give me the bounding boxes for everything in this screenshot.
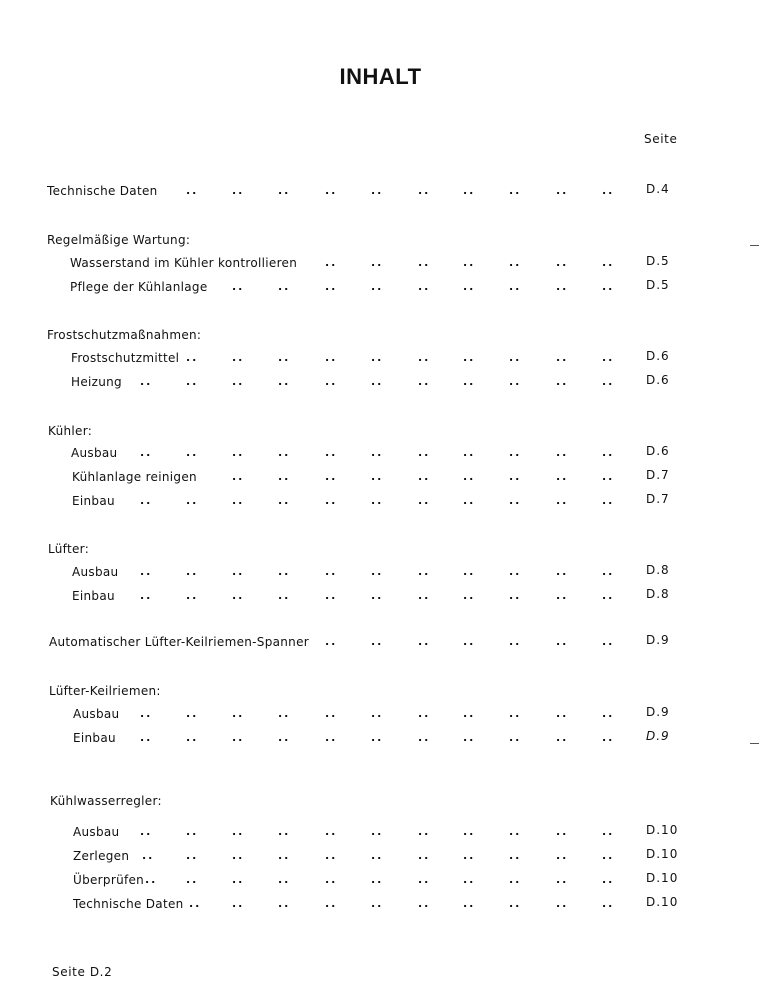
leader-dot-pair: ..: [556, 280, 569, 293]
section-heading-kuehler: Kühler:: [48, 424, 93, 438]
leader-dot-pair: ..: [232, 589, 245, 602]
leader-dot-pair: ..: [371, 351, 384, 364]
toc-row-wasserstand[interactable]: [0, 256, 761, 272]
leader-dot-pair: ..: [418, 635, 431, 648]
leader-dot-pair: ..: [232, 731, 245, 744]
toc-row-regler-ueberpruefen[interactable]: [0, 873, 761, 889]
leader-dot-pair: ..: [418, 256, 431, 269]
leader-dot-pair: ..: [602, 873, 615, 886]
leader-dot-pair: ..: [278, 589, 291, 602]
leader-dot-pair: ..: [509, 446, 522, 459]
leader-dot-pair: ..: [232, 707, 245, 720]
toc-page-number: D.10: [646, 847, 679, 861]
leader-dot-pair: ..: [509, 256, 522, 269]
page-column-header: Seite: [644, 132, 678, 146]
leader-dot-pair: ..: [325, 375, 338, 388]
leader-dot-pair: ..: [463, 184, 476, 197]
scan-mark: [750, 743, 759, 744]
scan-mark: [750, 245, 759, 246]
leader-dot-pair: ..: [463, 825, 476, 838]
leader-dot-pair: ..: [509, 494, 522, 507]
leader-dot-pair: ..: [325, 897, 338, 910]
leader-dot-pair: ..: [463, 731, 476, 744]
leader-dot-pair: ..: [556, 184, 569, 197]
leader-dot-pair: ..: [232, 849, 245, 862]
leader-dot-pair: ..: [556, 849, 569, 862]
toc-row-luefter-einbau[interactable]: [0, 589, 761, 605]
toc-entry-label: Frostschutzmittel: [71, 351, 180, 365]
leader-dot-pair: ..: [556, 897, 569, 910]
toc-entry-label: Wasserstand im Kühler kontrollieren: [70, 256, 298, 270]
leader-dot-pair: ..: [556, 470, 569, 483]
leader-dot-pair: ..: [509, 825, 522, 838]
leader-dot-pair: ..: [556, 731, 569, 744]
toc-row-regler-zerlegen[interactable]: [0, 849, 761, 865]
leader-dot-pair: ..: [325, 825, 338, 838]
leader-dot-pair: ..: [232, 825, 245, 838]
leader-dot-pair: ..: [556, 565, 569, 578]
leader-dot-pair: ..: [278, 375, 291, 388]
leader-dot-pair: ..: [602, 351, 615, 364]
leader-dot-pair: ..: [232, 184, 245, 197]
leader-dot-pair: ..: [232, 494, 245, 507]
leader-dot-pair: ..: [418, 589, 431, 602]
leader-dot-pair: ..: [418, 470, 431, 483]
leader-dot-pair: ..: [325, 470, 338, 483]
leader-dot-pair: ..: [325, 707, 338, 720]
toc-row-keilriemen-ausbau[interactable]: [0, 707, 761, 723]
leader-dot-pair: ..: [602, 589, 615, 602]
leader-dot-pair: ..: [278, 184, 291, 197]
leader-dot-pair: ..: [463, 897, 476, 910]
leader-dot-pair: ..: [278, 446, 291, 459]
leader-dot-pair: ..: [371, 731, 384, 744]
leader-dot-pair: ..: [371, 256, 384, 269]
toc-page-number: D.10: [646, 895, 679, 909]
leader-dot-pair: ..: [602, 470, 615, 483]
leader-dot-pair: ..: [602, 707, 615, 720]
leader-dot-pair: ..: [186, 589, 199, 602]
toc-row-technische-daten[interactable]: [0, 184, 761, 200]
leader-dot-pair: ..: [232, 446, 245, 459]
leader-dot-pair: ..: [145, 873, 158, 886]
leader-dot-pair: ..: [463, 849, 476, 862]
leader-dot-pair: ..: [463, 256, 476, 269]
toc-page-number: D.8: [646, 563, 670, 577]
leader-dot-pair: ..: [602, 825, 615, 838]
leader-dot-pair: ..: [278, 849, 291, 862]
leader-dot-pair: ..: [371, 635, 384, 648]
leader-dot-pair: ..: [278, 280, 291, 293]
leader-dot-pair: ..: [463, 635, 476, 648]
leader-dot-pair: ..: [186, 565, 199, 578]
section-heading-luefter: Lüfter:: [48, 542, 90, 556]
toc-entry-label: Ausbau: [72, 565, 119, 579]
leader-dot-pair: ..: [418, 494, 431, 507]
leader-dot-pair: ..: [556, 351, 569, 364]
leader-dot-pair: ..: [509, 184, 522, 197]
leader-dot-pair: ..: [371, 707, 384, 720]
leader-dot-pair: ..: [186, 731, 199, 744]
leader-dot-pair: ..: [278, 707, 291, 720]
toc-row-heizung[interactable]: [0, 375, 761, 391]
toc-row-regler-technische-daten[interactable]: [0, 897, 761, 913]
leader-dot-pair: ..: [418, 873, 431, 886]
leader-dot-pair: ..: [509, 897, 522, 910]
leader-dot-pair: ..: [602, 849, 615, 862]
leader-dot-pair: ..: [371, 565, 384, 578]
leader-dot-pair: ..: [278, 565, 291, 578]
leader-dot-pair: ..: [463, 589, 476, 602]
leader-dot-pair: ..: [463, 446, 476, 459]
leader-dot-pair: ..: [463, 873, 476, 886]
toc-entry-label: Ausbau: [73, 825, 120, 839]
leader-dot-pair: ..: [602, 256, 615, 269]
toc-entry-label: Einbau: [73, 731, 116, 745]
leader-dot-pair: ..: [509, 280, 522, 293]
toc-row-kuehlanlage-reinigen[interactable]: [0, 470, 761, 486]
section-heading-keilriemen: Lüfter-Keilriemen:: [49, 684, 161, 698]
leader-dot-pair: ..: [463, 470, 476, 483]
toc-entry-label: Überprüfen: [73, 873, 145, 887]
leader-dot-pair: ..: [556, 256, 569, 269]
toc-row-keilriemen-einbau[interactable]: [0, 731, 761, 747]
toc-entry-label: Pflege der Kühlanlage: [70, 280, 208, 294]
leader-dot-pair: ..: [189, 897, 202, 910]
leader-dot-pair: ..: [371, 589, 384, 602]
toc-page-number: D.6: [646, 444, 670, 458]
leader-dot-pair: ..: [556, 825, 569, 838]
toc-page-number: D.5: [646, 254, 670, 268]
leader-dot-pair: ..: [509, 565, 522, 578]
section-heading-frostschutz: Frostschutzmaßnahmen:: [47, 328, 202, 342]
toc-row-kuehler-ausbau[interactable]: [0, 446, 761, 462]
leader-dot-pair: ..: [186, 375, 199, 388]
leader-dot-pair: ..: [418, 446, 431, 459]
leader-dot-pair: ..: [232, 375, 245, 388]
leader-dot-pair: ..: [325, 256, 338, 269]
leader-dot-pair: ..: [140, 589, 153, 602]
leader-dot-pair: ..: [602, 375, 615, 388]
leader-dot-pair: ..: [186, 707, 199, 720]
toc-entry-label: Zerlegen: [73, 849, 130, 863]
leader-dot-pair: ..: [556, 707, 569, 720]
leader-dot-pair: ..: [278, 873, 291, 886]
leader-dot-pair: ..: [232, 351, 245, 364]
toc-entry-label: Einbau: [72, 589, 115, 603]
leader-dot-pair: ..: [463, 565, 476, 578]
leader-dot-pair: ..: [142, 849, 155, 862]
leader-dot-pair: ..: [232, 280, 245, 293]
toc-row-keilriemen-spanner[interactable]: [0, 635, 761, 651]
leader-dot-pair: ..: [232, 873, 245, 886]
leader-dot-pair: ..: [186, 494, 199, 507]
leader-dot-pair: ..: [140, 494, 153, 507]
leader-dot-pair: ..: [186, 184, 199, 197]
leader-dot-pair: ..: [278, 494, 291, 507]
toc-page-number: D.9: [646, 633, 670, 647]
leader-dot-pair: ..: [325, 589, 338, 602]
leader-dot-pair: ..: [463, 280, 476, 293]
leader-dot-pair: ..: [418, 280, 431, 293]
toc-page-number: D.7: [646, 492, 670, 506]
toc-page-number: D.8: [646, 587, 670, 601]
leader-dot-pair: ..: [278, 731, 291, 744]
leader-dot-pair: ..: [140, 446, 153, 459]
toc-page-number: D.10: [646, 871, 679, 885]
section-heading-kuehlwasserregler: Kühlwasserregler:: [50, 794, 162, 808]
leader-dot-pair: ..: [325, 565, 338, 578]
toc-entry-label: Automatischer Lüfter-Keilriemen-Spanner: [49, 635, 310, 649]
toc-row-pflege[interactable]: [0, 280, 761, 296]
leader-dot-pair: ..: [463, 494, 476, 507]
leader-dot-pair: ..: [232, 897, 245, 910]
toc-page-number: D.6: [646, 349, 670, 363]
leader-dot-pair: ..: [371, 825, 384, 838]
leader-dot-pair: ..: [371, 897, 384, 910]
leader-dot-pair: ..: [186, 825, 199, 838]
leader-dot-pair: ..: [232, 470, 245, 483]
leader-dot-pair: ..: [371, 280, 384, 293]
leader-dot-pair: ..: [509, 375, 522, 388]
toc-entry-label: Technische Daten: [47, 184, 158, 198]
leader-dot-pair: ..: [509, 470, 522, 483]
toc-row-luefter-ausbau[interactable]: [0, 565, 761, 581]
leader-dot-pair: ..: [278, 470, 291, 483]
leader-dot-pair: ..: [325, 635, 338, 648]
leader-dot-pair: ..: [556, 589, 569, 602]
toc-entry-label: Heizung: [71, 375, 122, 389]
toc-page-number: D.9: [646, 729, 670, 743]
toc-entry-label: Technische Daten: [73, 897, 184, 911]
toc-row-kuehler-einbau[interactable]: [0, 494, 761, 510]
leader-dot-pair: ..: [371, 494, 384, 507]
leader-dot-pair: ..: [418, 351, 431, 364]
section-heading-wartung: Regelmäßige Wartung:: [47, 233, 191, 247]
leader-dot-pair: ..: [602, 897, 615, 910]
leader-dot-pair: ..: [556, 494, 569, 507]
leader-dot-pair: ..: [371, 849, 384, 862]
leader-dot-pair: ..: [418, 707, 431, 720]
leader-dot-pair: ..: [325, 873, 338, 886]
leader-dot-pair: ..: [418, 565, 431, 578]
leader-dot-pair: ..: [140, 565, 153, 578]
leader-dot-pair: ..: [140, 731, 153, 744]
leader-dot-pair: ..: [325, 351, 338, 364]
toc-entry-label: Einbau: [72, 494, 115, 508]
leader-dot-pair: ..: [325, 446, 338, 459]
leader-dot-pair: ..: [602, 565, 615, 578]
leader-dot-pair: ..: [602, 635, 615, 648]
toc-page-number: D.5: [646, 278, 670, 292]
leader-dot-pair: ..: [602, 494, 615, 507]
leader-dot-pair: ..: [418, 849, 431, 862]
leader-dot-pair: ..: [418, 731, 431, 744]
leader-dot-pair: ..: [509, 635, 522, 648]
leader-dot-pair: ..: [278, 825, 291, 838]
leader-dot-pair: ..: [186, 351, 199, 364]
leader-dot-pair: ..: [140, 375, 153, 388]
leader-dot-pair: ..: [186, 446, 199, 459]
toc-page-number: D.7: [646, 468, 670, 482]
leader-dot-pair: ..: [371, 375, 384, 388]
leader-dot-pair: ..: [556, 635, 569, 648]
leader-dot-pair: ..: [278, 351, 291, 364]
leader-dot-pair: ..: [463, 351, 476, 364]
leader-dot-pair: ..: [602, 731, 615, 744]
leader-dot-pair: ..: [325, 494, 338, 507]
leader-dot-pair: ..: [602, 184, 615, 197]
leader-dot-pair: ..: [325, 731, 338, 744]
toc-row-regler-ausbau[interactable]: [0, 825, 761, 841]
leader-dot-pair: ..: [232, 565, 245, 578]
leader-dot-pair: ..: [418, 825, 431, 838]
leader-dot-pair: ..: [140, 825, 153, 838]
leader-dot-pair: ..: [602, 280, 615, 293]
leader-dot-pair: ..: [186, 873, 199, 886]
toc-page-number: D.6: [646, 373, 670, 387]
toc-page-number: D.4: [646, 182, 670, 196]
leader-dot-pair: ..: [418, 184, 431, 197]
leader-dot-pair: ..: [556, 446, 569, 459]
leader-dot-pair: ..: [325, 184, 338, 197]
leader-dot-pair: ..: [186, 849, 199, 862]
leader-dot-pair: ..: [602, 446, 615, 459]
leader-dot-pair: ..: [418, 897, 431, 910]
leader-dot-pair: ..: [418, 375, 431, 388]
page-footer: Seite D.2: [52, 965, 113, 979]
toc-entry-label: Ausbau: [73, 707, 120, 721]
leader-dot-pair: ..: [556, 375, 569, 388]
leader-dot-pair: ..: [556, 873, 569, 886]
leader-dot-pair: ..: [509, 707, 522, 720]
toc-entry-label: Kühlanlage reinigen: [72, 470, 197, 484]
page-title: INHALT: [339, 64, 422, 89]
toc-entry-label: Ausbau: [71, 446, 118, 460]
leader-dot-pair: ..: [278, 897, 291, 910]
leader-dot-pair: ..: [371, 184, 384, 197]
leader-dot-pair: ..: [325, 280, 338, 293]
leader-dot-pair: ..: [509, 351, 522, 364]
leader-dot-pair: ..: [140, 707, 153, 720]
leader-dot-pair: ..: [371, 873, 384, 886]
toc-page-number: D.9: [646, 705, 670, 719]
leader-dot-pair: ..: [325, 849, 338, 862]
leader-dot-pair: ..: [371, 446, 384, 459]
leader-dot-pair: ..: [509, 589, 522, 602]
toc-row-frostschutzmittel[interactable]: [0, 351, 761, 367]
toc-page-number: D.10: [646, 823, 679, 837]
leader-dot-pair: ..: [463, 707, 476, 720]
leader-dot-pair: ..: [509, 849, 522, 862]
leader-dot-pair: ..: [371, 470, 384, 483]
leader-dot-pair: ..: [463, 375, 476, 388]
leader-dot-pair: ..: [509, 731, 522, 744]
leader-dot-pair: ..: [509, 873, 522, 886]
